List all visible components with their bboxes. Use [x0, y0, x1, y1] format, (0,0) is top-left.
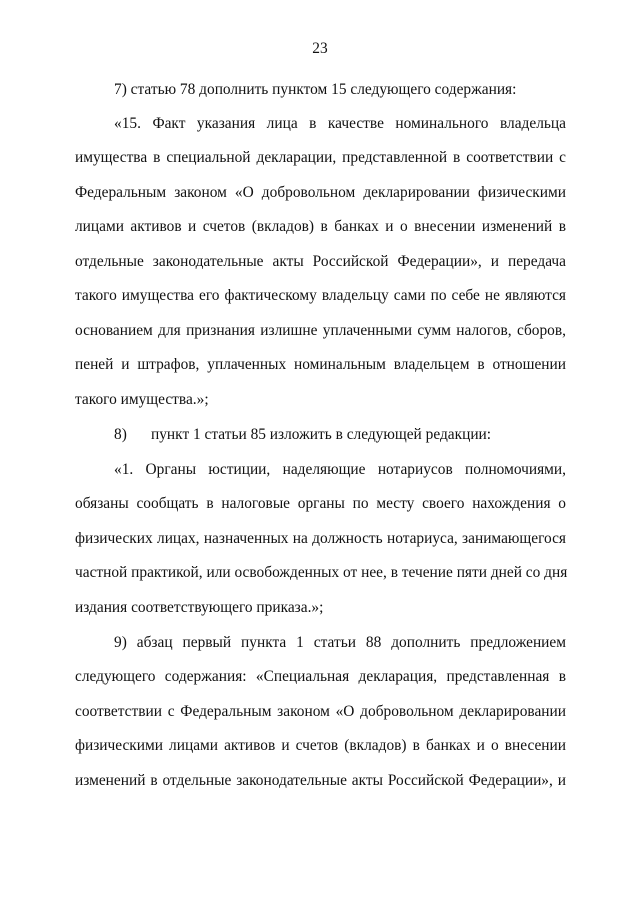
paragraph-8-number: 8) — [114, 426, 127, 443]
paragraph-9-line: следующего содержания: «Специальная декларация, представленная в — [75, 668, 566, 685]
paragraph-1-line: физических лицах, назначенных на должность нотариуса, занимающегося — [75, 530, 566, 547]
paragraph-15-line: «15. Факт указания лица в качестве номинального владельца — [114, 115, 566, 132]
paragraph-1-line: «1. Органы юстиции, наделяющие нотариусов полномочиями, — [114, 461, 566, 478]
paragraph-15-line: основанием для признания излишне уплаченными сумм налогов, сборов, — [75, 322, 566, 339]
paragraph-15-line: лицами активов и счетов (вкладов) в банках и о внесении изменений в — [75, 218, 566, 235]
paragraph-9-line: соответствии с Федеральным законом «О добровольном декларировании — [75, 703, 566, 720]
paragraph-15-line: имущества в специальной декларации, представленной в соответствии с — [75, 149, 566, 166]
paragraph-15-line: такого имущества его фактическому владельцу сами по себе не являются — [75, 287, 566, 304]
paragraph-8-text: пункт 1 статьи 85 изложить в следующей редакции: — [151, 426, 492, 443]
paragraph-8 — [0, 425, 640, 445]
paragraph-15-line: Федеральным законом «О добровольном декларировании физическими — [75, 184, 566, 201]
paragraph-15-line: пеней и штрафов, уплаченных номинальным владельцем в отношении — [75, 356, 566, 373]
paragraph-1-line: обязаны сообщать в налоговые органы по месту своего нахождения о — [75, 495, 566, 512]
paragraph-9-line: 9) абзац первый пункта 1 статьи 88 дополнить предложением — [114, 634, 566, 651]
paragraph-15-line: такого имущества.»; — [75, 391, 209, 408]
paragraph-1-line: издания соответствующего приказа.»; — [75, 599, 324, 616]
paragraph-9-line: изменений в отдельные законодательные акты Российской Федерации», и — [75, 772, 566, 789]
paragraph-1-line: частной практикой, или освобожденных от нее, в течение пяти дней со дня — [75, 564, 568, 581]
paragraph-9-line: физическими лицами активов и счетов (вкладов) в банках и о внесении — [75, 737, 566, 754]
paragraph-7-line: 7) статью 78 дополнить пунктом 15 следующего содержания: — [114, 81, 517, 98]
paragraph-15-line: отдельные законодательные акты Российской Федерации», и передача — [75, 253, 566, 270]
page-number: 23 — [312, 40, 328, 57]
